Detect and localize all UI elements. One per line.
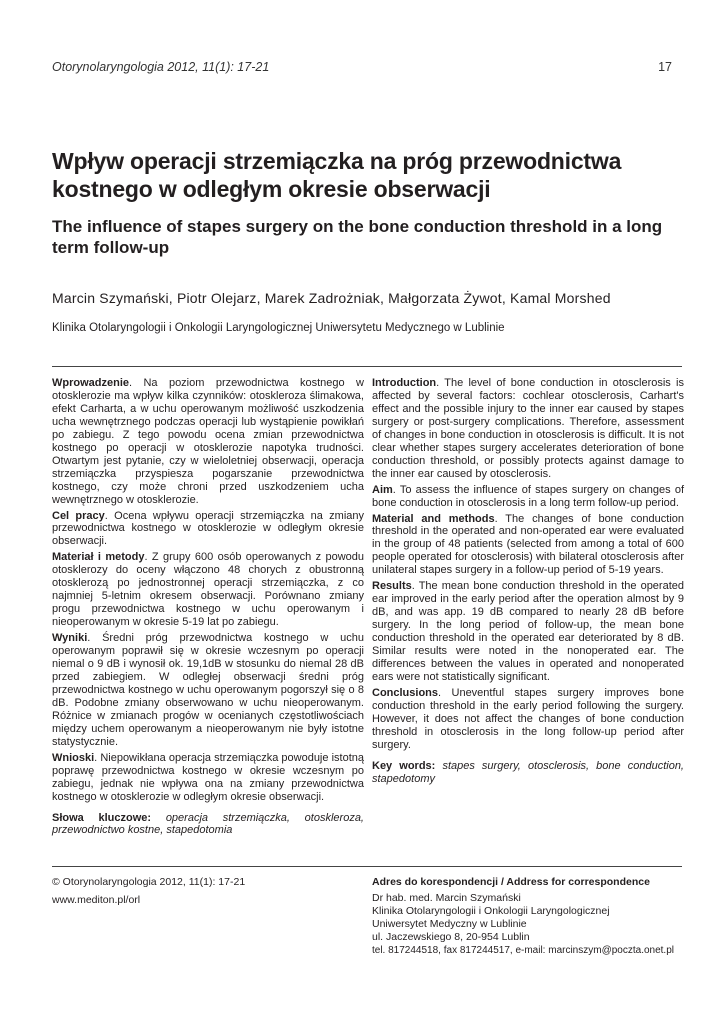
- section-label: Results: [372, 580, 412, 593]
- section-label: Cel pracy: [52, 509, 105, 522]
- abstract-section-aim: [372, 484, 684, 510]
- section-text: . The mean bone conduction threshold in the operated ear improved in the early period after the operation almost by 9 dB, and was app. 19 dB compared to nearly 28 dB before surgery. In the long period of follow-up, the mean bone conduction threshold in the operated ear deteriorated by 8 dB. Similar results were noted in the nonoperated ear. The differences between the values in operated and nonoperated ears were not statistically significant.: [372, 580, 684, 683]
- title-english: The influence of stapes surgery on the bone conduction threshold in a long term follow-up: [52, 217, 663, 257]
- abstract-section-intro: [372, 377, 684, 481]
- website-link[interactable]: www.mediton.pl/orl: [52, 894, 141, 906]
- address-line: Klinika Otolaryngologii i Onkologii Laryngologicznej: [372, 905, 610, 917]
- abstract-section-methods: [52, 551, 364, 629]
- keywords-text: stapes surgery, otosclerosis, bone conduction, stapedotomy: [372, 759, 684, 785]
- section-label: Wyniki: [52, 632, 88, 645]
- divider-top: [52, 366, 682, 367]
- footer-left: [52, 876, 352, 907]
- running-header: [52, 60, 672, 74]
- section-text: . To assess the influence of stapes surgery on changes of bone conduction in otosclerosis in a long term follow-up period.: [372, 483, 684, 509]
- section-label: Introduction: [372, 377, 437, 389]
- section-label: Conclusions: [372, 686, 439, 699]
- section-text: . Na poziom przewodnictwa kostnego w otosklerozie ma wpływ kilka czynników: otoskleroza ślimakowa, efekt Carharta, a w uchu operowanym możliwość uszkodzenia ucha wewnętrznego podczas operacji lub wystąpienie powikłań po zabiegu. Z tego powodu ocena zmian przewodnictwa kostnego po operacji w otosklerozie napotyka trudności. Otwartym jest pytanie, czy w wieloletniej obserwacji, operacja strzemiączka przyspiesza pogarszanie przewodnictwa kostnego, czy może chroni przed uszkodzeniem ucha wewnętrznego w otosklerozie.: [52, 377, 364, 506]
- section-label: Material and methods: [372, 512, 495, 525]
- correspondence-address: [372, 876, 684, 957]
- abstract-section-results: [52, 632, 364, 749]
- keywords-label: Key words: [372, 759, 432, 772]
- section-text: . The changes of bone conduction threshold in the operated and non-operated ear were evaluated in the group of 48 patients (selected from among a total of 600 people operated for otosclerosis) with bilateral otosclerosis after unilateral stapes surgery in a follow-up period of 5-19 years.: [372, 512, 684, 577]
- abstract-section-conclusions: [52, 752, 364, 804]
- section-label: Wnioski: [52, 751, 95, 764]
- section-text: . Ocena wpływu operacji strzemiączka na zmiany przewodnictwa kostnego w otosklerozie w odległym okresie obserwacji.: [52, 509, 364, 548]
- title-polish: Wpływ operacji strzemiączka na próg przewodnictwa kostnego w odległym okresie obserwacji: [52, 148, 622, 202]
- address-line: Uniwersytet Medyczny w Lublinie: [372, 918, 527, 930]
- affiliation: Klinika Otolaryngologii i Onkologii Laryngologicznej Uniwersytetu Medycznego w Lublinie: [52, 322, 505, 334]
- divider-bottom: [52, 866, 682, 867]
- section-text: . Średni próg przewodnictwa kostnego w uchu operowanym poprawił się w okresie wczesnym po operacji niemal o 9 dB i wynosił ok. 19,1dB w stosunku do niemal 28 dB przed zabiegiem. W odległej obserwacji średni próg przewodnictwa kostnego w uchu operowanym pogorszył się o 8 dB. Podobne zmiany obserwowano w uchu nieoperowanym. Różnice w zmianach progów w ocenianych częstotliwościach między uchem operowanym a nieoperowanym nie były istotne statystycznie.: [52, 632, 364, 748]
- address-line: ul. Jaczewskiego 8, 20-954 Lublin: [372, 931, 530, 943]
- keywords-text: operacja strzemiączka, otoskleroza, przewodnictwo kostne, stapedotomia: [52, 811, 364, 837]
- section-label: Materiał i metody: [52, 551, 145, 564]
- section-label: Wprowadzenie: [52, 377, 130, 389]
- page-number: 17: [658, 60, 672, 74]
- contact-line: tel. 817244518, fax 817244517, e-mail: marcinszym@poczta.onet.pl: [372, 945, 674, 956]
- authors: Marcin Szymański, Piotr Olejarz, Marek Zadrożniak, Małgorzata Żywot, Kamal Morshed: [52, 290, 611, 306]
- abstract-polish: [52, 377, 364, 840]
- abstract-section-aim: [52, 510, 364, 549]
- abstract-section-conclusions: [372, 687, 684, 752]
- journal-citation: Otorynolaryngologia 2012, 11(1): 17-21: [52, 60, 270, 74]
- copyright: © Otorynolaryngologia 2012, 11(1): 17-21: [52, 876, 246, 888]
- correspondence-heading: Adres do korespondencji / Address for correspondence: [372, 876, 650, 888]
- address-line: Dr hab. med. Marcin Szymański: [372, 892, 521, 904]
- abstract-section-results: [372, 580, 684, 684]
- keywords-english: Key words: stapes surgery, otosclerosis, bone conduction, stapedotomy: [372, 759, 684, 785]
- section-text: . Niepowikłana operacja strzemiączka powoduje istotną poprawę przewodnictwa kostnego w okresie wczesnym po zabiegu, jednak nie wpływa ona na zmiany przewodnictwa kostnego w otosklerozie w odległym okresie obserwacji.: [52, 751, 364, 803]
- abstract-section-intro: [52, 377, 364, 507]
- abstract-english: [372, 377, 684, 789]
- section-label: Aim: [372, 483, 393, 496]
- keywords-label: Słowa kluczowe: [52, 811, 148, 824]
- abstract-section-methods: [372, 513, 684, 578]
- section-text: . The level of bone conduction in otosclerosis is affected by several factors: cochlear otosclerosis, Carhart's effect and the possible injury to the inner ear caused by stapes surgery or post-surgery complications. Therefore, assessment of changes in bone conduction in otosclerosis is difficult. It is not clear whether stapes surgery accelerates deterioration of bone conduction threshold, or possibly protects against damage to the inner ear caused by otosclerosis.: [372, 377, 684, 480]
- section-text: . Uneventful stapes surgery improves bone conduction threshold in the early period following the surgery. However, it does not affect the changes of bone conduction threshold in otosclerosis in the long follow-up period after surgery.: [372, 686, 684, 751]
- keywords-polish: Słowa kluczowe: operacja strzemiączka, otoskleroza, przewodnictwo kostne, stapedotomia: [52, 811, 364, 837]
- section-text: . Z grupy 600 osób operowanych z powodu otosklerozy do oceny włączono 48 chorych z obustronną otosklerozą po jednostronnej operacji strzemiączka, z co najmniej 5-letnim okresem obserwacji. Porównano zmiany progu przewodnictwa kostnego w uchu operowanym i nieoperowanym w okresie 5-19 lat po zabiegu.: [52, 551, 365, 629]
